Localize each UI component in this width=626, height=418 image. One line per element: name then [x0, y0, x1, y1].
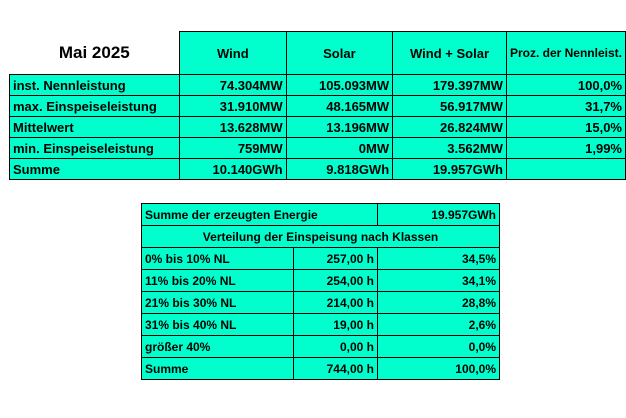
class-label: 11% bis 20% NL [142, 270, 294, 292]
table-row-sum [10, 159, 626, 180]
class-percent: 28,8% [378, 292, 500, 314]
wind-value: 759MW [180, 138, 287, 159]
table-row [10, 117, 626, 138]
class-label: größer 40% [142, 336, 294, 358]
class-hours: 214,00 h [294, 292, 378, 314]
class-hours: 0,00 h [294, 336, 378, 358]
table-row-sum [142, 358, 500, 380]
class-hours: 257,00 h [294, 248, 378, 270]
combined-value: 179.397MW [393, 75, 507, 96]
solar-value: 9.818GWh [286, 159, 393, 180]
monthly-summary-table [9, 31, 626, 180]
row-label: Summe [10, 159, 180, 180]
header-solar: Solar [286, 32, 393, 75]
distribution-table [141, 203, 500, 380]
percent-value: 31,7% [506, 96, 625, 117]
wind-value: 74.304MW [180, 75, 287, 96]
class-hours: 254,00 h [294, 270, 378, 292]
percent-value: 1,99% [506, 138, 625, 159]
solar-value: 0MW [286, 138, 393, 159]
class-label: 31% bis 40% NL [142, 314, 294, 336]
percent-value: 15,0% [506, 117, 625, 138]
total-energy-label: Summe der erzeugten Energie [142, 204, 378, 226]
table-row [142, 292, 500, 314]
solar-value: 105.093MW [286, 75, 393, 96]
table-row [10, 75, 626, 96]
distribution-section-title: Verteilung der Einspeisung nach Klassen [142, 226, 500, 248]
table-row [142, 336, 500, 358]
class-label: Summe [142, 358, 294, 380]
header-wind-solar: Wind + Solar [393, 32, 507, 75]
solar-value: 48.165MW [286, 96, 393, 117]
row-label: Mittelwert [10, 117, 180, 138]
percent-value: 100,0% [506, 75, 625, 96]
row-label: min. Einspeiseleistung [10, 138, 180, 159]
table-row [10, 96, 626, 117]
total-energy-row [142, 204, 500, 226]
header-wind: Wind [180, 32, 287, 75]
class-percent: 2,6% [378, 314, 500, 336]
report-title: Mai 2025 [10, 32, 180, 75]
class-label: 21% bis 30% NL [142, 292, 294, 314]
wind-value: 10.140GWh [180, 159, 287, 180]
class-percent: 100,0% [378, 358, 500, 380]
table-row [10, 138, 626, 159]
header-percent-nominal: Proz. der Nennleist. [506, 32, 625, 75]
row-label: max. Einspeiseleistung [10, 96, 180, 117]
total-energy-value: 19.957GWh [378, 204, 500, 226]
table-row [142, 314, 500, 336]
combined-value: 56.917MW [393, 96, 507, 117]
class-hours: 744,00 h [294, 358, 378, 380]
section-title-row [142, 226, 500, 248]
class-hours: 19,00 h [294, 314, 378, 336]
class-percent: 34,5% [378, 248, 500, 270]
class-percent: 0,0% [378, 336, 500, 358]
combined-value: 3.562MW [393, 138, 507, 159]
combined-value: 19.957GWh [393, 159, 507, 180]
table-row [142, 270, 500, 292]
row-label: inst. Nennleistung [10, 75, 180, 96]
table-header-row [10, 32, 626, 75]
wind-value: 13.628MW [180, 117, 287, 138]
wind-value: 31.910MW [180, 96, 287, 117]
table-row [142, 248, 500, 270]
class-percent: 34,1% [378, 270, 500, 292]
percent-value [506, 159, 625, 180]
solar-value: 13.196MW [286, 117, 393, 138]
class-label: 0% bis 10% NL [142, 248, 294, 270]
combined-value: 26.824MW [393, 117, 507, 138]
